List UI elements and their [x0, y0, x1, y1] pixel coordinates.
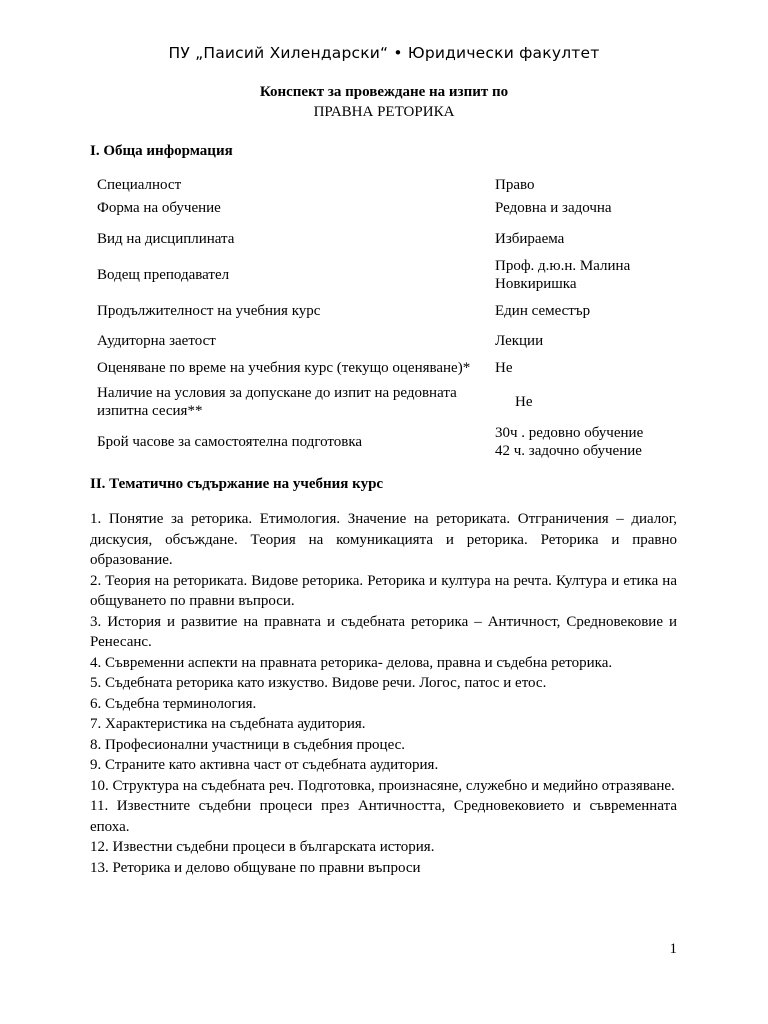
info-row-lecturer [97, 257, 677, 293]
info-label: Брой часове за самостоятелна подготовка [97, 434, 363, 450]
info-value: 30ч . редовно обучение 42 ч. задочно обучение [495, 425, 644, 459]
info-label: Оценяване по време на учебния курс (текущо оценяване)* [97, 360, 471, 376]
info-row-discipline-type [97, 230, 677, 248]
info-row-self-study-hours [97, 424, 677, 460]
info-label: Продължителност на учебния курс [97, 303, 321, 319]
info-value: Проф. д.ю.н. Малина Новкиришка [495, 258, 631, 292]
topic-item: 1. Понятие за реторика. Етимология. Значение на реториката. Отграничения – диалог, дискусия, обсъждане. Теория на комуникацията и реторика. Реторика и правно образование. [90, 511, 677, 568]
document-title [0, 82, 768, 122]
topic-item: 2. Теория на реториката. Видове реторика. Реторика и култура на речта. Култура и етика на общуването по правни въпроси. [90, 572, 677, 609]
topic-item: 4. Съвременни аспекти на правната реторика- делова, правна и съдебна реторика. [90, 654, 613, 671]
topic-item: 12. Известни съдебни процеси в българската история. [90, 839, 435, 855]
info-value: Не [515, 394, 533, 410]
section-general-info-heading: I. Обща информация [90, 143, 233, 159]
topic-item: 11. Известните съдебни процеси през Античността, Средновековието и съвременната епоха. [90, 798, 677, 835]
title-line-1: Конспект за провеждане на изпит по [259, 84, 509, 100]
topic-item: 7. Характеристика на съдебната аудитория. [90, 716, 366, 732]
page-number: 1 [669, 941, 677, 957]
topics-list [90, 509, 677, 878]
topic-item: 9. Страните като активна част от съдебната аудитория. [90, 757, 439, 773]
info-label: Форма на обучение [97, 200, 221, 216]
topic-item: 8. Професионални участници в съдебния процес. [90, 736, 406, 753]
topic-item: 13. Реторика и делово общуване по правни въпроси [90, 859, 421, 876]
info-row-continuous-assessment [97, 359, 677, 377]
info-label: Вид на дисциплината [97, 231, 235, 247]
info-row-specialty [97, 176, 677, 194]
info-row-class-hours [97, 332, 677, 350]
document-header: ПУ „Паисий Хилендарски“ • Юридически факултет [168, 44, 600, 62]
topic-item: 5. Съдебната реторика като изкуство. Видове речи. Логос, патос и етос. [90, 675, 547, 691]
info-row-course-duration [97, 302, 677, 320]
title-course-name: ПРАВНА РЕТОРИКА [313, 104, 455, 120]
info-value: Лекции [495, 333, 544, 349]
info-value: Избираема [495, 231, 565, 247]
info-label: Наличие на условия за допускане до изпит на редовната изпитна сесия** [97, 385, 457, 419]
info-row-study-form [97, 199, 677, 217]
info-value: Право [495, 177, 535, 193]
section-thematic-content-heading: II. Тематично съдържание на учебния курс [90, 476, 384, 492]
general-info-table [97, 176, 677, 460]
topic-item: 6. Съдебна терминология. [90, 695, 257, 712]
topic-item: 10. Структура на съдебната реч. Подготовка, произнасяне, служебно и медийно отразяване. [90, 777, 675, 794]
info-row-exam-admission [97, 384, 677, 420]
info-value: Не [495, 360, 513, 376]
info-value: Редовна и задочна [495, 200, 612, 216]
info-label: Специалност [97, 177, 182, 193]
info-label: Аудиторна заетост [97, 333, 216, 349]
topic-item: 3. История и развитие на правната и съдебната реторика – Античност, Средновековие и Ренесанс. [90, 613, 677, 650]
info-label: Водещ преподавател [97, 267, 230, 283]
info-value: Един семестър [495, 303, 591, 319]
